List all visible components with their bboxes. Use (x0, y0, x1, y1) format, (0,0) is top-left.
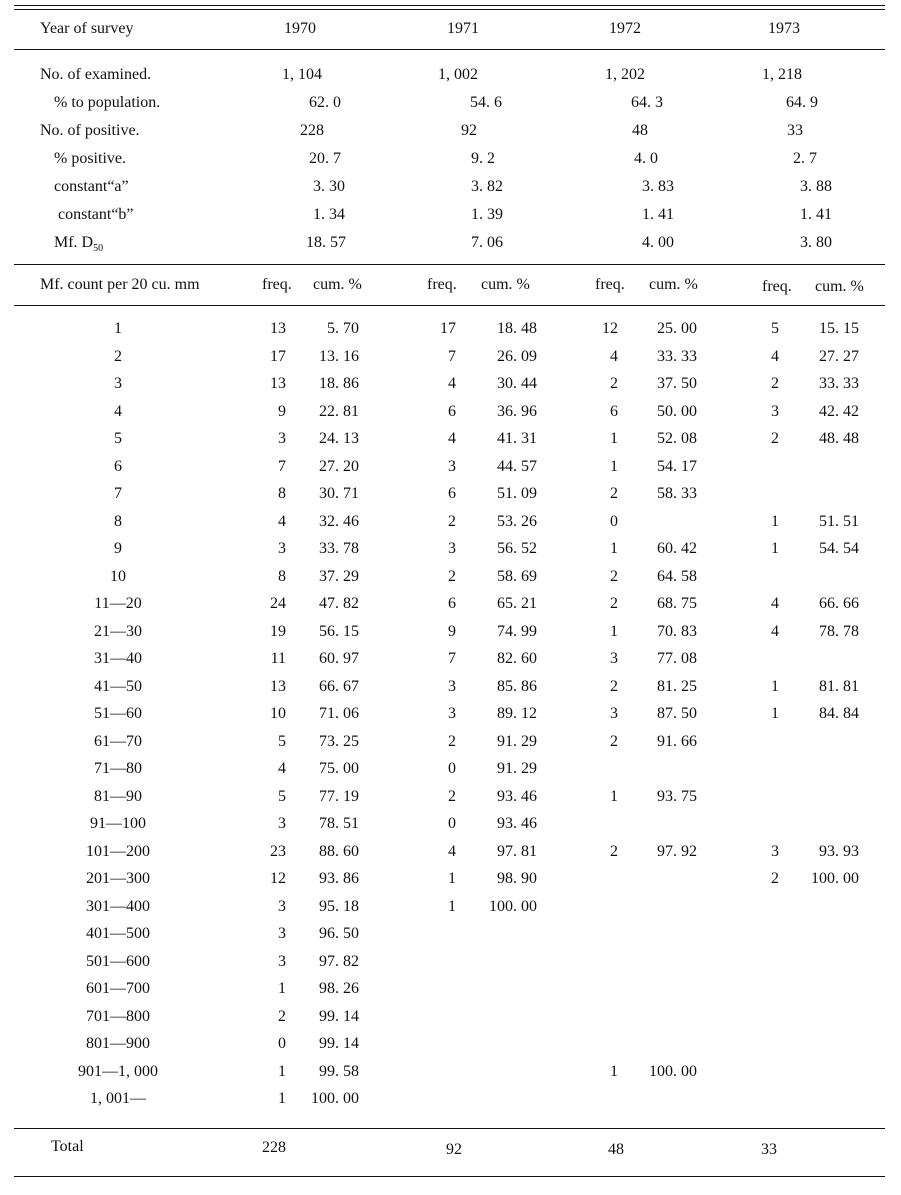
freq-cell-1973: 3 (771, 403, 779, 420)
cum-cell-1973: 15. 15 (819, 320, 859, 337)
cum-cell-1970: 99. 14 (319, 1008, 359, 1025)
mf-count-range: 10 (110, 568, 126, 585)
freq-header-1972: freq. (595, 276, 625, 293)
cum-cell-1972: 77. 08 (657, 650, 697, 667)
cum-cell-1970: 93. 86 (319, 870, 359, 887)
cum-cell-1970: 96. 50 (319, 925, 359, 942)
total-value-1970: 228 (262, 1139, 286, 1156)
cum-cell-1971: 26. 09 (497, 348, 537, 365)
summary-label-positive: No. of positive. (40, 122, 140, 139)
total-top-rule (14, 1128, 885, 1129)
cum-cell-1973: 81. 81 (819, 678, 859, 695)
mf-count-range: 4 (114, 403, 122, 420)
cum-cell-1971: 74. 99 (497, 623, 537, 640)
mf-count-range: 501—600 (86, 953, 150, 970)
mf-count-range: 601—700 (86, 980, 150, 997)
summary-value: 64. 9 (786, 94, 818, 111)
top-double-rule-a (14, 5, 885, 6)
freq-cell-1970: 13 (270, 320, 286, 337)
summary-value: 1, 218 (762, 66, 802, 83)
freq-cell-1970: 10 (270, 705, 286, 722)
freq-cell-1970: 7 (278, 458, 286, 475)
freq-cell-1971: 2 (448, 513, 456, 530)
freq-cell-1971: 0 (448, 815, 456, 832)
cum-cell-1970: 78. 51 (319, 815, 359, 832)
freq-cell-1971: 2 (448, 733, 456, 750)
freq-cell-1971: 2 (448, 788, 456, 805)
cum-cell-1970: 30. 71 (319, 485, 359, 502)
cum-cell-1973: 33. 33 (819, 375, 859, 392)
cum-cell-1971: 82. 60 (497, 650, 537, 667)
summary-value: 64. 3 (631, 94, 663, 111)
cum-cell-1971: 85. 86 (497, 678, 537, 695)
cum-cell-1970: 22. 81 (319, 403, 359, 420)
freq-cell-1972: 2 (610, 733, 618, 750)
freq-cell-1971: 4 (448, 430, 456, 447)
freq-cell-1972: 2 (610, 843, 618, 860)
cum-cell-1971: 44. 57 (497, 458, 537, 475)
cum-cell-1973: 27. 27 (819, 348, 859, 365)
freq-cell-1972: 1 (610, 540, 618, 557)
freq-cell-1971: 6 (448, 403, 456, 420)
bottom-rule (14, 1176, 885, 1177)
cum-cell-1973: 66. 66 (819, 595, 859, 612)
cum-cell-1970: 98. 26 (319, 980, 359, 997)
freq-cell-1970: 17 (270, 348, 286, 365)
cum-cell-1973: 93. 93 (819, 843, 859, 860)
summary-label-mf-d50 (54, 235, 103, 254)
summary-value: 7. 06 (471, 234, 503, 251)
cum-cell-1972: 37. 50 (657, 375, 697, 392)
freq-cell-1970: 19 (270, 623, 286, 640)
summary-value: 92 (461, 122, 477, 139)
summary-value: 3. 80 (800, 234, 832, 251)
freq-cell-1971: 6 (448, 595, 456, 612)
freq-cell-1972: 2 (610, 375, 618, 392)
cum-cell-1970: 18. 86 (319, 375, 359, 392)
mf-count-range: 2 (114, 348, 122, 365)
freq-cell-1972: 0 (610, 513, 618, 530)
freq-cell-1972: 2 (610, 678, 618, 695)
cum-cell-1971: 51. 09 (497, 485, 537, 502)
freq-cell-1970: 5 (278, 733, 286, 750)
cum-cell-1972: 68. 75 (657, 595, 697, 612)
freq-cell-1970: 2 (278, 1008, 286, 1025)
mf-count-range: 8 (114, 513, 122, 530)
summary-value: 1, 002 (438, 66, 478, 83)
cum-cell-1973: 100. 00 (811, 870, 859, 887)
freq-cell-1970: 1 (278, 980, 286, 997)
mf-count-range: 51—60 (94, 705, 142, 722)
summary-label-constant-b: constant“b” (58, 206, 134, 223)
year-1971: 1971 (447, 20, 479, 37)
mf-count-range: 201—300 (86, 870, 150, 887)
freq-cell-1972: 4 (610, 348, 618, 365)
freq-cell-1972: 12 (602, 320, 618, 337)
cum-cell-1970: 60. 97 (319, 650, 359, 667)
cum-cell-1973: 54. 54 (819, 540, 859, 557)
cum-cell-1972: 70. 83 (657, 623, 697, 640)
cum-cell-1971: 97. 81 (497, 843, 537, 860)
freq-cell-1970: 9 (278, 403, 286, 420)
cum-cell-1973: 84. 84 (819, 705, 859, 722)
freq-cell-1971: 6 (448, 485, 456, 502)
mf-count-range: 81—90 (94, 788, 142, 805)
mf-count-range: 5 (114, 430, 122, 447)
summary-value: 4. 00 (642, 234, 674, 251)
mf-count-range: 21—30 (94, 623, 142, 640)
summary-value: 3. 82 (471, 178, 503, 195)
freq-cell-1970: 3 (278, 925, 286, 942)
cum-cell-1970: 99. 14 (319, 1035, 359, 1052)
mf-count-range: 801—900 (86, 1035, 150, 1052)
cum-cell-1970: 88. 60 (319, 843, 359, 860)
freq-cell-1973: 5 (771, 320, 779, 337)
cum-cell-1972: 58. 33 (657, 485, 697, 502)
summary-value: 33 (787, 122, 803, 139)
freq-cell-1973: 1 (771, 513, 779, 530)
cum-cell-1972: 81. 25 (657, 678, 697, 695)
mf-count-range: 3 (114, 375, 122, 392)
cum-cell-1970: 66. 67 (319, 678, 359, 695)
cum-cell-1972: 60. 42 (657, 540, 697, 557)
mf-count-range: 9 (114, 540, 122, 557)
cum-cell-1971: 41. 31 (497, 430, 537, 447)
freq-cell-1970: 3 (278, 815, 286, 832)
cum-cell-1970: 71. 06 (319, 705, 359, 722)
mf-count-range: 701—800 (86, 1008, 150, 1025)
cum-cell-1971: 65. 21 (497, 595, 537, 612)
year-1973: 1973 (768, 20, 800, 37)
cum-header-1973: cum. % (815, 278, 864, 295)
mf-count-range: 401—500 (86, 925, 150, 942)
summary-value: 3. 88 (800, 178, 832, 195)
mf-count-range: 6 (114, 458, 122, 475)
freq-cell-1972: 1 (610, 1063, 618, 1080)
cum-cell-1971: 30. 44 (497, 375, 537, 392)
freq-cell-1970: 4 (278, 513, 286, 530)
summary-value: 1. 34 (313, 206, 345, 223)
cum-cell-1972: 93. 75 (657, 788, 697, 805)
summary-value: 9. 2 (471, 150, 495, 167)
cum-cell-1971: 58. 69 (497, 568, 537, 585)
cum-cell-1970: 95. 18 (319, 898, 359, 915)
summary-value: 1. 41 (642, 206, 674, 223)
cum-cell-1970: 100. 00 (311, 1090, 359, 1107)
total-label: Total (51, 1138, 84, 1155)
cum-cell-1971: 93. 46 (497, 815, 537, 832)
cum-cell-1972: 91. 66 (657, 733, 697, 750)
freq-cell-1970: 3 (278, 898, 286, 915)
cum-cell-1970: 97. 82 (319, 953, 359, 970)
summary-value: 1, 104 (282, 66, 322, 83)
freq-cell-1970: 1 (278, 1063, 286, 1080)
summary-value: 1. 41 (800, 206, 832, 223)
summary-value: 3. 83 (642, 178, 674, 195)
header-rule (14, 49, 885, 50)
freq-cell-1973: 2 (771, 375, 779, 392)
summary-value: 48 (632, 122, 648, 139)
freq-cell-1971: 7 (448, 348, 456, 365)
cum-cell-1970: 5. 70 (327, 320, 359, 337)
freq-cell-1973: 4 (771, 348, 779, 365)
freq-cell-1971: 3 (448, 705, 456, 722)
mf-d-text: Mf. D (54, 234, 94, 251)
mf-count-range: 1, 001— (90, 1090, 146, 1107)
cum-header-1972: cum. % (649, 276, 698, 293)
mf-count-range: 101—200 (86, 843, 150, 860)
cum-cell-1972: 25. 00 (657, 320, 697, 337)
cum-header-1970: cum. % (313, 276, 362, 293)
freq-cell-1973: 2 (771, 870, 779, 887)
cum-cell-1970: 99. 58 (319, 1063, 359, 1080)
summary-value: 62. 0 (309, 94, 341, 111)
freq-cell-1971: 9 (448, 623, 456, 640)
freq-cell-1972: 1 (610, 458, 618, 475)
mf-count-range: 301—400 (86, 898, 150, 915)
freq-cell-1971: 3 (448, 458, 456, 475)
total-value-1971: 92 (446, 1141, 462, 1158)
cum-cell-1973: 51. 51 (819, 513, 859, 530)
freq-cell-1972: 3 (610, 705, 618, 722)
cum-cell-1970: 75. 00 (319, 760, 359, 777)
freq-cell-1970: 24 (270, 595, 286, 612)
freq-cell-1971: 17 (440, 320, 456, 337)
freq-cell-1972: 1 (610, 430, 618, 447)
cum-cell-1972: 97. 92 (657, 843, 697, 860)
freq-cell-1970: 23 (270, 843, 286, 860)
cum-cell-1972: 33. 33 (657, 348, 697, 365)
freq-cell-1972: 3 (610, 650, 618, 667)
freq-cell-1970: 3 (278, 430, 286, 447)
cum-cell-1971: 53. 26 (497, 513, 537, 530)
year-of-survey-label: Year of survey (40, 20, 134, 37)
summary-label-pct-population: % to population. (54, 94, 161, 111)
summary-value: 1. 39 (471, 206, 503, 223)
freq-cell-1972: 1 (610, 788, 618, 805)
freq-cell-1971: 0 (448, 760, 456, 777)
freq-cell-1970: 11 (270, 650, 286, 667)
freq-header-1973: freq. (762, 278, 792, 295)
cum-cell-1971: 56. 52 (497, 540, 537, 557)
freq-header-1970: freq. (262, 276, 292, 293)
freq-cell-1971: 4 (448, 375, 456, 392)
freq-cell-1970: 1 (278, 1090, 286, 1107)
freq-cell-1971: 7 (448, 650, 456, 667)
cum-cell-1971: 91. 29 (497, 760, 537, 777)
freq-cell-1973: 1 (771, 540, 779, 557)
cum-cell-1972: 100. 00 (649, 1063, 697, 1080)
freq-cell-1970: 3 (278, 953, 286, 970)
cum-cell-1971: 18. 48 (497, 320, 537, 337)
freq-cell-1971: 1 (448, 898, 456, 915)
freq-cell-1970: 0 (278, 1035, 286, 1052)
cum-cell-1972: 64. 58 (657, 568, 697, 585)
freq-cell-1970: 4 (278, 760, 286, 777)
cum-cell-1971: 93. 46 (497, 788, 537, 805)
freq-cell-1971: 4 (448, 843, 456, 860)
cum-cell-1970: 32. 46 (319, 513, 359, 530)
cum-cell-1973: 42. 42 (819, 403, 859, 420)
cum-cell-1972: 52. 08 (657, 430, 697, 447)
freq-cell-1972: 6 (610, 403, 618, 420)
freq-cell-1973: 4 (771, 623, 779, 640)
summary-label-examined: No. of examined. (40, 66, 152, 83)
mf-count-range: 71—80 (94, 760, 142, 777)
summary-value: 18. 57 (306, 234, 346, 251)
mf-count-range: 91—100 (90, 815, 146, 832)
year-1972: 1972 (609, 20, 641, 37)
mf-count-range: 901—1, 000 (78, 1063, 158, 1080)
top-double-rule-b (14, 9, 885, 10)
summary-value: 54. 6 (470, 94, 502, 111)
total-value-1972: 48 (608, 1141, 624, 1158)
freq-cell-1972: 1 (610, 623, 618, 640)
cum-cell-1970: 56. 15 (319, 623, 359, 640)
year-1970: 1970 (284, 20, 316, 37)
freq-cell-1972: 2 (610, 485, 618, 502)
summary-value: 3. 30 (313, 178, 345, 195)
cum-cell-1972: 50. 00 (657, 403, 697, 420)
freq-cell-1970: 12 (270, 870, 286, 887)
summary-value: 20. 7 (309, 150, 341, 167)
freq-cell-1970: 13 (270, 678, 286, 695)
cum-cell-1971: 100. 00 (489, 898, 537, 915)
freq-cell-1973: 1 (771, 705, 779, 722)
freq-cell-1971: 3 (448, 540, 456, 557)
freq-cell-1972: 2 (610, 568, 618, 585)
freq-cell-1971: 2 (448, 568, 456, 585)
freq-cell-1970: 8 (278, 568, 286, 585)
summary-value: 228 (300, 122, 324, 139)
cum-cell-1970: 27. 20 (319, 458, 359, 475)
cum-cell-1970: 77. 19 (319, 788, 359, 805)
cum-cell-1970: 47. 82 (319, 595, 359, 612)
mf-count-label: Mf. count per 20 cu. mm (40, 276, 200, 293)
freq-header-1971: freq. (427, 276, 457, 293)
summary-label-pct-positive: % positive. (54, 150, 126, 167)
summary-value: 2. 7 (793, 150, 817, 167)
freq-cell-1970: 5 (278, 788, 286, 805)
freq-cell-1973: 2 (771, 430, 779, 447)
cum-cell-1971: 98. 90 (497, 870, 537, 887)
freq-cell-1970: 8 (278, 485, 286, 502)
cum-cell-1972: 87. 50 (657, 705, 697, 722)
cum-cell-1970: 13. 16 (319, 348, 359, 365)
freq-cell-1971: 3 (448, 678, 456, 695)
freq-cell-1973: 4 (771, 595, 779, 612)
freq-cell-1972: 2 (610, 595, 618, 612)
mf-count-range: 11—20 (94, 595, 142, 612)
cum-header-1971: cum. % (481, 276, 530, 293)
summary-value: 4. 0 (634, 150, 658, 167)
cum-cell-1973: 48. 48 (819, 430, 859, 447)
cum-cell-1972: 54. 17 (657, 458, 697, 475)
cum-cell-1971: 91. 29 (497, 733, 537, 750)
summary-label-constant-a: constant“a” (54, 178, 129, 195)
cum-cell-1971: 89. 12 (497, 705, 537, 722)
mf-count-range: 41—50 (94, 678, 142, 695)
mf-d-subscript: 50 (93, 243, 104, 255)
mf-count-range: 1 (114, 320, 122, 337)
freq-cell-1970: 13 (270, 375, 286, 392)
freq-cell-1971: 1 (448, 870, 456, 887)
mf-count-range: 31—40 (94, 650, 142, 667)
freq-cell-1970: 3 (278, 540, 286, 557)
mf-count-range: 61—70 (94, 733, 142, 750)
cum-cell-1971: 36. 96 (497, 403, 537, 420)
summary-value: 1, 202 (605, 66, 645, 83)
cum-cell-1970: 24. 13 (319, 430, 359, 447)
freq-cell-1973: 3 (771, 843, 779, 860)
cum-cell-1970: 37. 29 (319, 568, 359, 585)
total-value-1973: 33 (761, 1141, 777, 1158)
cum-cell-1973: 78. 78 (819, 623, 859, 640)
cum-cell-1970: 73. 25 (319, 733, 359, 750)
cum-cell-1970: 33. 78 (319, 540, 359, 557)
subheader-rule (14, 305, 885, 306)
mf-count-range: 7 (114, 485, 122, 502)
summary-rule (14, 264, 885, 265)
freq-cell-1973: 1 (771, 678, 779, 695)
